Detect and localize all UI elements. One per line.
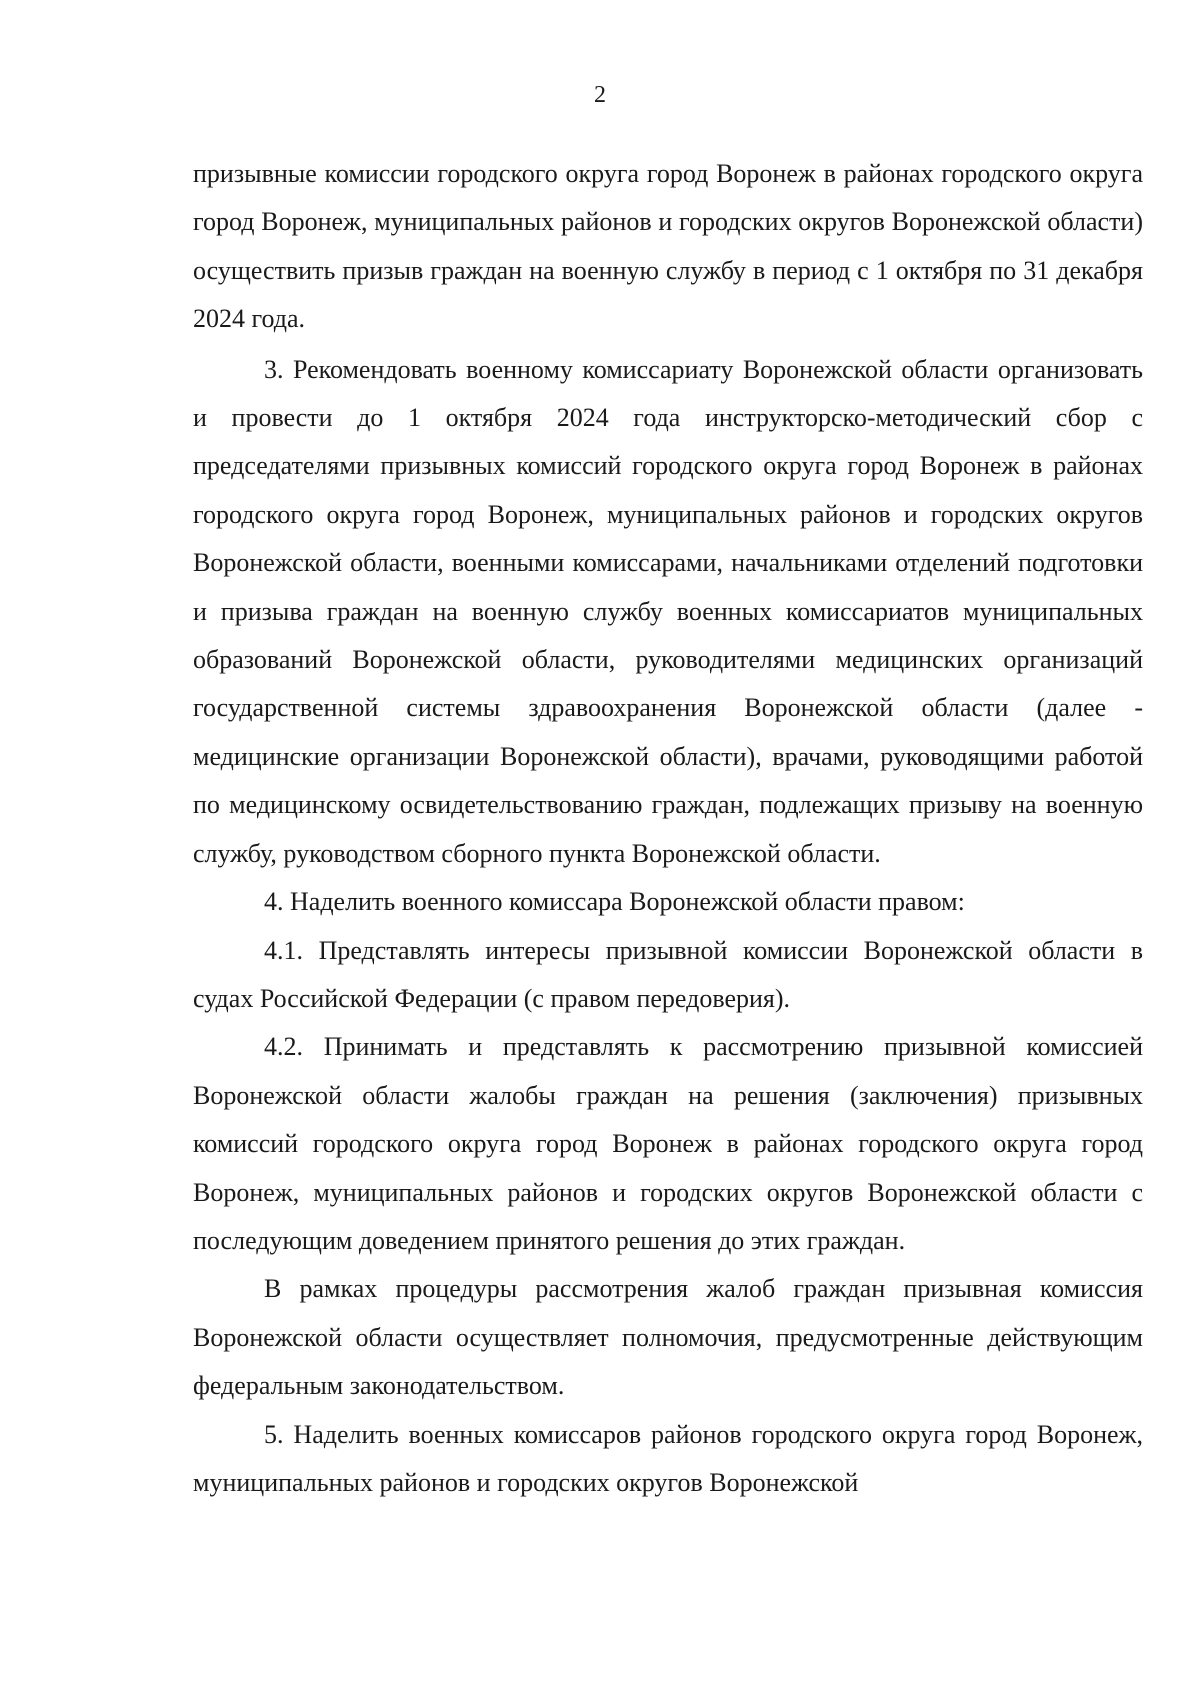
page-number: 2 bbox=[594, 82, 606, 108]
paragraph-item-4-2: 4.2. Принимать и представлять к рассмотрению призывной комиссией Воронежской области жалобы граждан на решения (заключения) призывных комиссий городского округа город Воронеж в районах городского округа город Воронеж, муниципальных районов и городских округов Воронежской области с последующим доведением принятого решения до этих граждан. bbox=[193, 1032, 1143, 1255]
paragraph-item-4-1: 4.1. Представлять интересы призывной комиссии Воронежской области в судах Российской Федерации (с правом передоверия). bbox=[193, 935, 1143, 1013]
paragraph-continuation: призывные комиссии городского округа город Воронеж в районах городского округа город Воронеж, муниципальных районов и городских округов Воронежской области) осуществить призыв граждан на военную службу в период с 1 октября по 31 декабря 2024 года. bbox=[193, 159, 1143, 334]
document-body bbox=[193, 150, 1143, 1507]
paragraph-complaints-procedure: В рамках процедуры рассмотрения жалоб граждан призывная комиссия Воронежской области осуществляет полномочия, предусмотренные действующим федеральным законодательством. bbox=[193, 1274, 1143, 1401]
paragraph-item-5: 5. Наделить военных комиссаров районов городского округа город Воронеж, муниципальных районов и городских округов Воронежской bbox=[193, 1419, 1143, 1497]
paragraph-item-3: 3. Рекомендовать военному комиссариату Воронежской области организовать и провести до 1 октября 2024 года инструкторско-методический сбор с председателями призывных комиссий городского округа город Воронеж в районах городского округа город Воронеж, муниципальных районов и городских округов Воронежской области, военными комиссарами, начальниками отделений подготовки и призыва граждан на военную службу военных комиссариатов муниципальных образований Воронежской области, руководителями медицинских организаций государственной системы здравоохранения Воронежской области (далее - медицинские организации Воронежской области), врачами, руководящими работой по медицинскому освидетельствованию граждан, подлежащих призыву на военную службу, руководством сборного пункта Воронежской области. bbox=[193, 354, 1143, 868]
paragraph-item-4: 4. Наделить военного комиссара Воронежской области правом: bbox=[264, 887, 965, 917]
